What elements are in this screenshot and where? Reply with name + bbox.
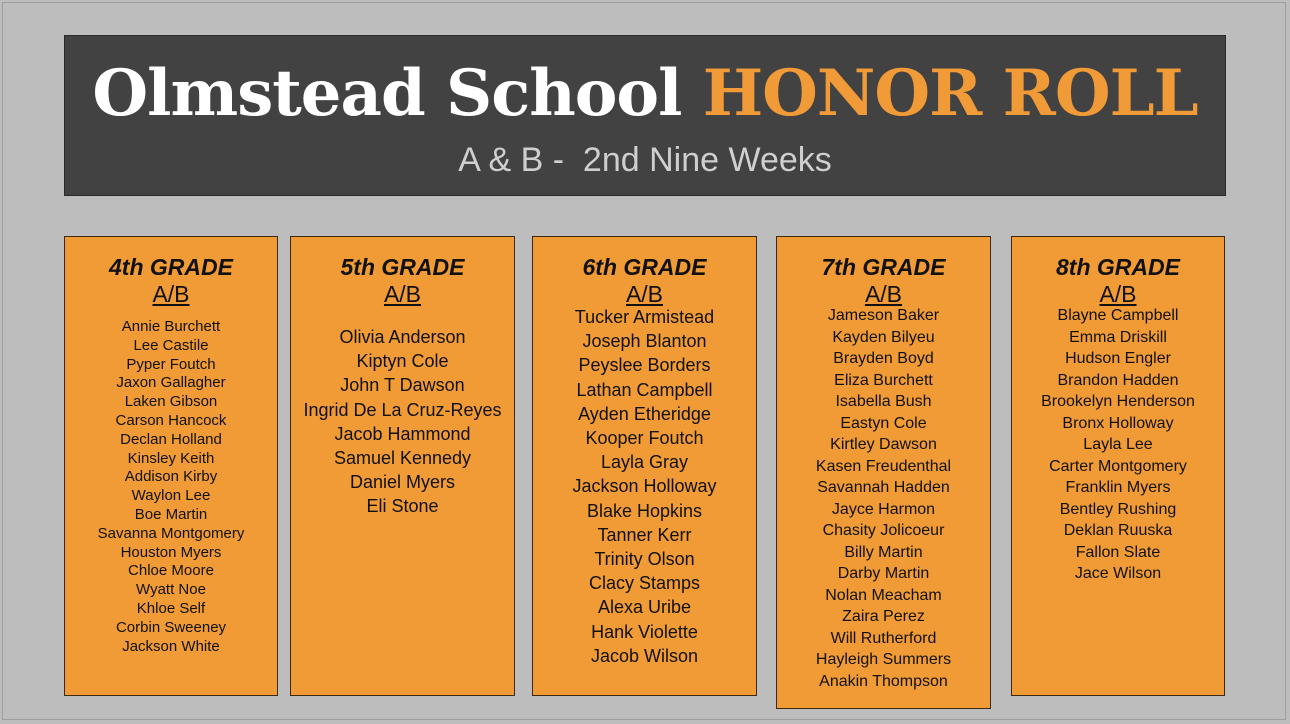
grade-5-panel	[290, 236, 515, 696]
student-list	[777, 305, 990, 692]
student-name: Kinsley Keith	[127, 449, 215, 467]
grade-heading: 7th GRADE	[821, 254, 946, 280]
student-name: Addison Kirby	[124, 468, 218, 486]
grade-heading: 4th GRADE	[109, 254, 233, 280]
student-name: Chloe Moore	[128, 562, 214, 580]
student-name: Emma Driskill	[1069, 328, 1167, 346]
student-name: Declan Holland	[120, 430, 222, 448]
student-name: Corbin Sweeney	[115, 618, 227, 636]
header-banner	[64, 35, 1226, 196]
student-name: Jackson Holloway	[572, 476, 717, 497]
student-name: Ingrid De La Cruz-Reyes	[303, 399, 502, 420]
student-name: Chasity Jolicoeur	[822, 522, 945, 539]
student-name: Billy Martin	[844, 543, 923, 561]
student-name: Wyatt Noe	[136, 581, 206, 599]
student-name: Jackson White	[122, 637, 220, 655]
student-name: Trinity Olson	[594, 549, 695, 570]
grade-heading: 6th GRADE	[582, 254, 707, 280]
student-name: Boe Martin	[134, 505, 208, 523]
student-list	[65, 318, 277, 656]
student-name: Joseph Blanton	[582, 331, 707, 352]
student-name: Lee Castile	[133, 336, 209, 354]
student-name: Savannah Hadden	[817, 479, 950, 496]
student-name: Darby Martin	[837, 565, 930, 582]
student-name: Annie Burchett	[121, 318, 221, 335]
grade-7-panel	[776, 236, 991, 709]
student-name: Waylon Lee	[131, 487, 211, 505]
category-label: A/B	[152, 281, 190, 307]
student-name: Bentley Rushing	[1059, 500, 1177, 518]
page-subtitle: A & B - 2nd Nine Weeks	[458, 141, 832, 179]
student-name: Kiptyn Cole	[356, 351, 449, 372]
student-name: Nolan Meacham	[825, 586, 942, 604]
title-honor-roll: HONOR ROLL	[702, 56, 1198, 131]
student-name: Houston Myers	[120, 543, 222, 561]
student-name: Laken Gibson	[124, 393, 218, 411]
grade-heading: 5th GRADE	[340, 254, 465, 280]
student-name: Carter Montgomery	[1049, 457, 1187, 475]
student-name: Eli Stone	[366, 496, 439, 517]
student-name: Pyper Foutch	[126, 355, 216, 373]
student-name: Fallon Slate	[1075, 543, 1161, 561]
student-name: Carson Hancock	[115, 411, 227, 429]
student-list	[291, 325, 514, 519]
student-name: Blayne Campbell	[1057, 307, 1179, 324]
student-name: Jacob Hammond	[334, 423, 471, 444]
student-name: Tucker Armistead	[574, 307, 715, 327]
student-name: Kooper Foutch	[585, 428, 704, 449]
student-name: Samuel Kennedy	[333, 448, 472, 469]
student-name: Eliza Burchett	[834, 371, 933, 389]
student-name: Layla Lee	[1083, 436, 1153, 453]
student-name: Brayden Boyd	[833, 350, 934, 367]
category-label: A/B	[383, 281, 422, 307]
student-name: Tanner Kerr	[597, 524, 692, 545]
student-name: Isabella Bush	[835, 393, 932, 410]
student-list	[533, 305, 756, 668]
student-name: Hudson Engler	[1065, 350, 1171, 367]
student-name: Daniel Myers	[349, 472, 456, 493]
student-name: Clacy Stamps	[588, 573, 701, 594]
category-label: A/B	[625, 281, 664, 307]
student-name: Hank Violette	[591, 621, 698, 642]
grade-8-panel	[1011, 236, 1225, 696]
student-list	[1012, 305, 1224, 585]
student-name: Anakin Thompson	[819, 672, 948, 690]
student-name: Brookelyn Henderson	[1041, 393, 1195, 410]
student-name: Blake Hopkins	[586, 500, 703, 521]
student-name: Olivia Anderson	[339, 327, 466, 347]
page-title	[65, 54, 1225, 134]
student-name: Will Rutherford	[830, 629, 937, 647]
student-name: Layla Gray	[600, 452, 689, 473]
student-name: Ayden Etheridge	[578, 403, 711, 424]
grade-heading: 8th GRADE	[1056, 254, 1180, 280]
student-name: Jaxon Gallagher	[116, 374, 226, 392]
category-label: A/B	[864, 281, 903, 307]
student-name: Jace Wilson	[1074, 565, 1162, 582]
student-name: John T Dawson	[340, 375, 465, 396]
student-name: Franklin Myers	[1065, 479, 1171, 496]
student-name: Eastyn Cole	[840, 414, 927, 432]
student-name: Jacob Wilson	[590, 645, 699, 666]
student-name: Peyslee Borders	[578, 355, 711, 376]
student-name: Kirtley Dawson	[830, 436, 937, 453]
student-name: Brandon Hadden	[1057, 371, 1179, 389]
grade-6-panel	[532, 236, 757, 696]
student-name: Bronx Holloway	[1062, 414, 1174, 432]
student-name: Zaira Perez	[842, 608, 925, 625]
student-name: Jameson Baker	[827, 307, 940, 324]
category-label: A/B	[1099, 281, 1137, 307]
student-name: Alexa Uribe	[597, 597, 692, 618]
student-name: Savanna Montgomery	[97, 524, 245, 542]
student-name: Lathan Campbell	[576, 379, 713, 400]
student-name: Kasen Freudenthal	[815, 457, 952, 475]
student-name: Hayleigh Summers	[815, 651, 952, 668]
student-name: Jayce Harmon	[831, 500, 936, 518]
title-school-name: Olmstead School	[92, 56, 682, 131]
student-name: Kayden Bilyeu	[832, 328, 935, 346]
student-name: Deklan Ruuska	[1063, 522, 1173, 539]
student-name: Khloe Self	[136, 599, 206, 617]
grade-4-panel	[64, 236, 278, 696]
